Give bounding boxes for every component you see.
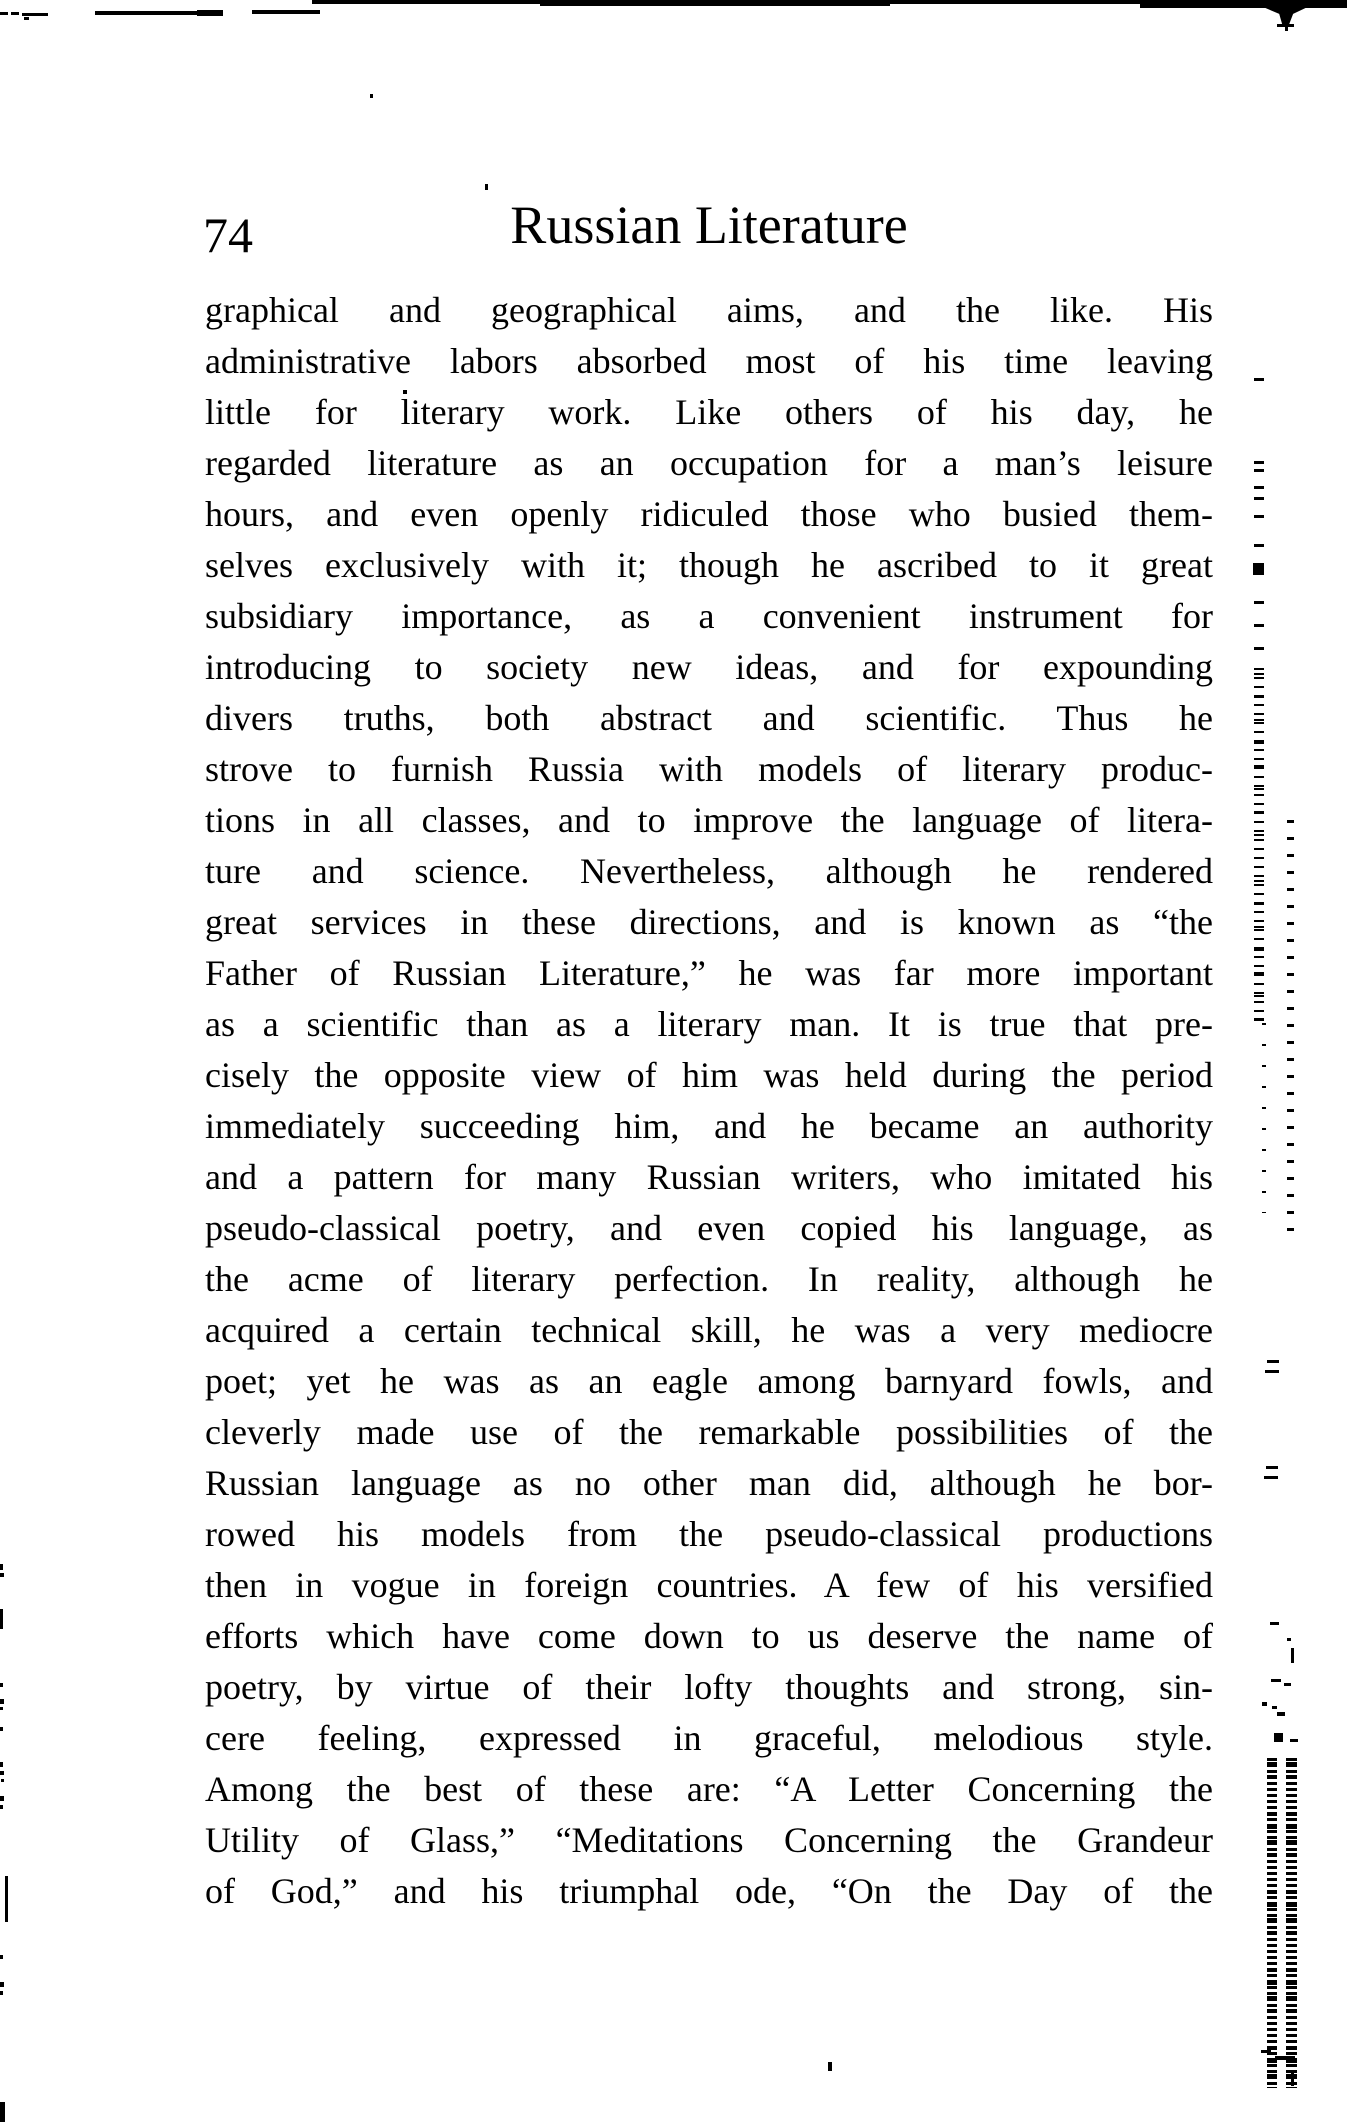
scan-tick <box>1291 2070 1294 2086</box>
scan-rule <box>252 10 320 14</box>
scan-cross-mark <box>1285 12 1288 31</box>
text-line: cisely the opposite view of him was held during the period <box>205 1055 1213 1095</box>
scan-dash <box>1254 544 1264 547</box>
text-line: the acme of literary perfection. In reality, although he <box>205 1259 1213 1299</box>
text-line: poetry, by virtue of their lofty thoughts and strong, sin- <box>205 1667 1213 1707</box>
scan-dash <box>0 12 8 15</box>
scan-blot <box>0 2102 5 2122</box>
text-line: pseudo-classical poetry, and even copied his language, as <box>205 1208 1213 1248</box>
scan-speck <box>0 1564 3 1570</box>
scan-tick <box>0 1609 3 1629</box>
scan-tick <box>1291 1648 1294 1663</box>
scan-speck <box>0 1727 3 1731</box>
scan-dash <box>1254 461 1264 464</box>
scan-dash <box>1265 1370 1279 1373</box>
text-line: cleverly made use of the remarkable possibilities of the <box>205 1412 1213 1452</box>
scan-dash <box>1277 1712 1285 1716</box>
text-line: poet; yet he was as an eagle among barnyard fowls, and <box>205 1361 1213 1401</box>
text-line: divers truths, both abstract and scientific. Thus he <box>205 698 1213 738</box>
scan-speck <box>0 1991 3 1995</box>
scan-speck <box>0 1796 4 1801</box>
text-line: and a pattern for many Russian writers, who imitated his <box>205 1157 1213 1197</box>
text-line: Utility of Glass,” “Meditations Concerning the Grandeur <box>205 1820 1213 1860</box>
text-line: regarded literature as an occupation for a man’s leisure <box>205 443 1213 483</box>
scan-dash <box>1267 1360 1279 1363</box>
scan-dash <box>1254 497 1264 500</box>
text-line: little for literary work. Like others of his day, he <box>205 392 1213 432</box>
text-line: cere feeling, expressed in graceful, melodious style. <box>205 1718 1213 1758</box>
scan-speck <box>0 1683 3 1687</box>
scan-noise-strip <box>1267 1758 1277 2088</box>
text-line: immediately succeeding him, and he became an authority <box>205 1106 1213 1146</box>
scan-dash <box>1290 1739 1298 1742</box>
scan-rule <box>197 10 223 16</box>
text-line: acquired a certain technical skill, he was a very mediocre <box>205 1310 1213 1350</box>
scan-blot <box>1274 1733 1283 1742</box>
scan-dash <box>1254 469 1264 472</box>
scan-cross-mark <box>1277 24 1294 27</box>
text-line: introducing to society new ideas, and for expounding <box>205 647 1213 687</box>
scan-dash <box>1254 601 1264 604</box>
scan-noise-strip <box>1262 1023 1266 1213</box>
scan-noise-strip <box>1286 1758 1297 2088</box>
scan-speck <box>1272 1706 1277 1709</box>
scan-dash <box>1254 624 1264 627</box>
scan-dash <box>1271 1679 1281 1682</box>
scan-dash <box>1266 1466 1278 1469</box>
text-line: great services in these directions, and is known as “the <box>205 902 1213 942</box>
scan-dash <box>1284 1683 1291 1686</box>
text-line: administrative labors absorbed most of his time leaving <box>205 341 1213 381</box>
scan-top-bar <box>540 0 890 6</box>
scan-speck <box>0 1699 4 1704</box>
text-line: of God,” and his triumphal ode, “On the Day of the <box>205 1871 1213 1911</box>
scan-dash <box>1254 486 1264 489</box>
scan-speck <box>0 1707 3 1710</box>
body-text <box>205 285 1213 1917</box>
page-number: 74 <box>203 207 253 263</box>
scan-speck <box>1287 1638 1291 1641</box>
text-line: Russian language as no other man did, although he bor- <box>205 1463 1213 1503</box>
scan-speck <box>828 2062 832 2071</box>
text-line: selves exclusively with it; though he ascribed to it great <box>205 545 1213 585</box>
text-line: tions in all classes, and to improve the language of litera- <box>205 800 1213 840</box>
scan-speck <box>0 1955 3 1959</box>
scan-speck <box>1 1779 4 1782</box>
text-line: strove to furnish Russia with models of literary produc- <box>205 749 1213 789</box>
scan-noise-strip <box>1254 668 1264 1023</box>
scan-tick <box>5 1876 8 1922</box>
text-line: subsidiary importance, as a convenient instrument for <box>205 596 1213 636</box>
scan-dash <box>1270 1622 1279 1625</box>
text-line: Among the best of these are: “A Letter Concerning the <box>205 1769 1213 1809</box>
scan-speck <box>1262 1702 1267 1706</box>
scan-speck <box>0 1762 3 1767</box>
scan-speck <box>0 1805 3 1809</box>
text-line: rowed his models from the pseudo-classical productions <box>205 1514 1213 1554</box>
scan-dash <box>11 12 19 15</box>
scan-noise-strip <box>1287 820 1294 1240</box>
text-line: graphical and geographical aims, and the like. His <box>205 290 1213 330</box>
scan-speck <box>24 17 29 20</box>
scan-dash <box>1275 2056 1295 2060</box>
text-line: then in vogue in foreign countries. A few of his versified <box>205 1565 1213 1605</box>
scan-top-bar <box>1140 0 1347 8</box>
scan-dash <box>22 13 48 16</box>
text-line: hours, and even openly ridiculed those who busied them- <box>205 494 1213 534</box>
page-title: Russian Literature <box>510 195 908 255</box>
scan-speck <box>485 184 488 190</box>
scan-dash <box>1261 2050 1271 2053</box>
text-line: as a scientific than as a literary man. It is true that pre- <box>205 1004 1213 1044</box>
scan-speck <box>0 1771 4 1775</box>
scan-dash <box>1264 1476 1278 1479</box>
scan-blot <box>1253 563 1264 575</box>
scan-dash <box>1254 515 1264 518</box>
scan-dash <box>1254 378 1264 381</box>
scan-speck <box>0 1982 4 1987</box>
text-line: efforts which have come down to us deserve the name of <box>205 1616 1213 1656</box>
scan-speck <box>0 1573 4 1577</box>
scan-dash <box>1254 647 1264 650</box>
text-line: Father of Russian Literature,” he was far more important <box>205 953 1213 993</box>
text-line: ture and science. Nevertheless, although he rendered <box>205 851 1213 891</box>
scan-speck <box>370 94 373 98</box>
